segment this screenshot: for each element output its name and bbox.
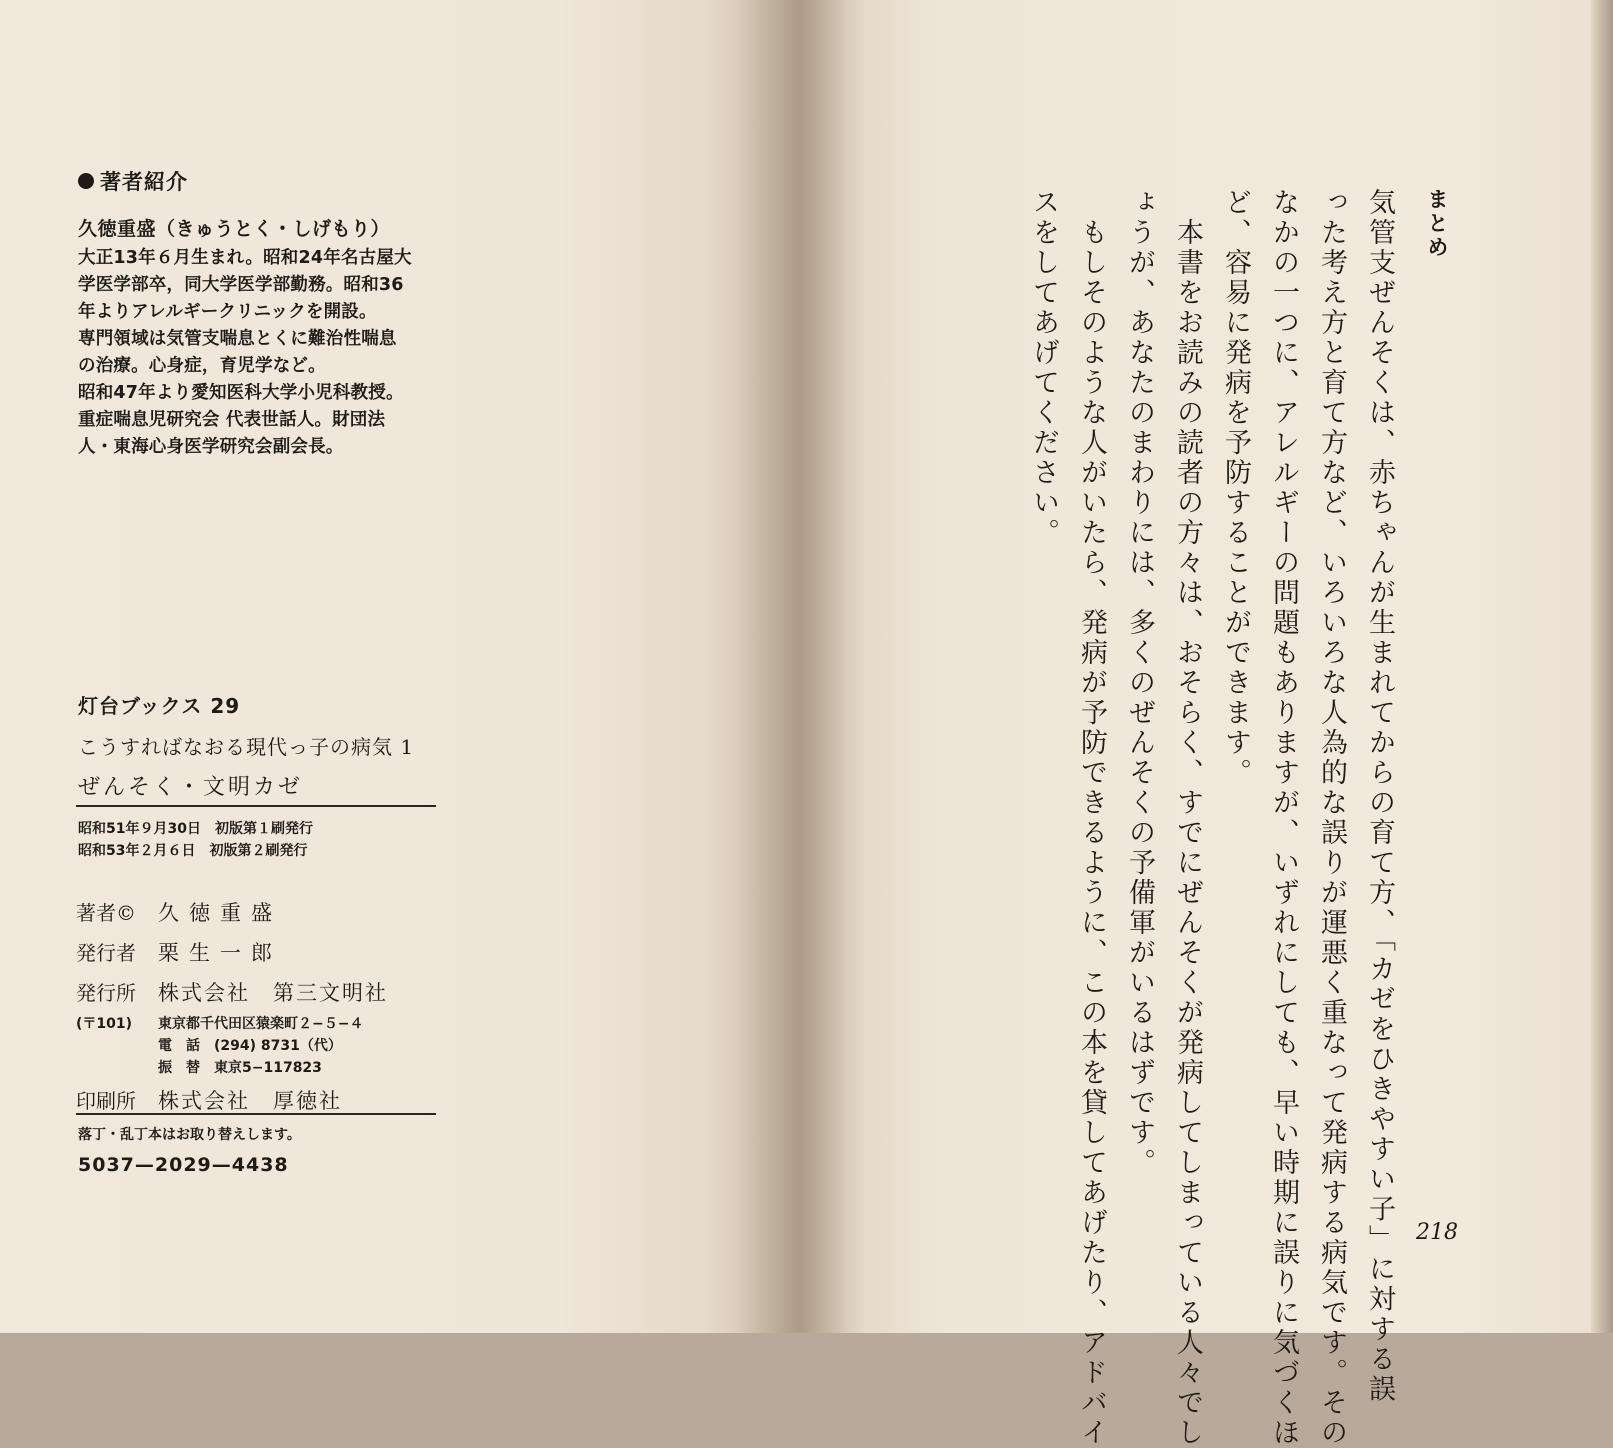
imprint <box>76 897 388 1125</box>
printing-line: 昭和53年２月６日 初版第２刷発行 <box>78 843 308 859</box>
printing-history <box>78 818 313 862</box>
bio-line: 年よりアレルギークリニックを開設。 <box>78 302 377 322</box>
address-line: 東京都千代田区猿楽町２−５−４ <box>158 1016 364 1032</box>
author-intro-heading-text: 著者紹介 <box>100 170 188 194</box>
colophon-title-block <box>78 690 458 801</box>
publisher-value: 栗生一郎 <box>158 941 282 965</box>
divider <box>76 805 436 807</box>
text-column: スをしてあげてください。 <box>1028 188 1059 548</box>
divider <box>76 1113 436 1115</box>
author-row <box>76 897 388 927</box>
transfer-line: 振 替 東京5−117823 <box>158 1060 322 1076</box>
phone-line: 電 話 (294) 8731（代） <box>158 1038 342 1054</box>
book-code: 5037—2029—4438 <box>78 1154 289 1176</box>
author-label: 著者© <box>76 901 136 925</box>
summary-heading: まとめ <box>1425 188 1449 260</box>
text-column: 本書をお読みの読者の方々は、おそらく、すでにぜんそくが発病してしまっている人々でし <box>1172 188 1203 1448</box>
bullet-icon <box>78 173 94 189</box>
replacement-notice: 落丁・乱丁本はお取り替えします。 <box>78 1127 301 1143</box>
bio-line: の治療。心身症，育児学など。 <box>78 356 326 376</box>
printer-row <box>76 1085 388 1115</box>
text-column: った考え方と育て方など、いろいろな人為的な誤りが運悪く重なって発病する病気です。その <box>1316 188 1347 1448</box>
bio-line: 学医学部卒，同大学医学部勤務。昭和36 <box>78 275 404 295</box>
printer-label: 印刷所 <box>76 1089 136 1113</box>
bio-line: 大正13年６月生まれ。昭和24年名古屋大 <box>78 248 412 268</box>
book-title: ぜんそく・文明カゼ <box>78 775 304 800</box>
bio-line: 重症喘息児研究会 代表世話人。財団法 <box>78 410 386 430</box>
page-number: 218 <box>1416 1220 1458 1245</box>
text-column: もしそのような人がいたら、発病が予防できるように、この本を貸してあげたり、アドバイ <box>1076 188 1107 1448</box>
text-column: なかの一つに、アレルギーの問題もありますが、いずれにしても、早い時期に誤りに気づくほ <box>1268 188 1299 1448</box>
publisher-label: 発行者 <box>76 941 136 965</box>
author-intro-heading <box>78 166 458 196</box>
text-column: ょうが、あなたのまわりには、多くのぜんそくの予備軍がいるはずです。 <box>1124 188 1155 1178</box>
printer-value: 株式会社 厚徳社 <box>158 1089 342 1113</box>
publishing-house-row <box>76 977 388 1007</box>
series-name: 灯台ブックス 29 <box>78 694 241 718</box>
publishing-house-value: 株式会社 第三文明社 <box>158 981 388 1005</box>
author-bio <box>78 245 458 461</box>
bio-line: 専門領域は気管支喘息とくに難治性喘息 <box>78 329 397 349</box>
bio-line: 人・東海心身医学研究会副会長。 <box>78 437 344 457</box>
text-column: 気管支ぜんそくは、赤ちゃんが生まれてからの育て方、「カゼをひきやすい子」に対する誤 <box>1364 188 1395 1405</box>
address <box>158 1013 388 1079</box>
author-value: 久徳重盛 <box>158 901 282 925</box>
book-gutter <box>735 0 865 1333</box>
author-name: 久徳重盛（きゅうとく・しげもり） <box>78 218 391 240</box>
page-edge <box>1591 0 1613 1333</box>
address-block <box>76 1013 388 1079</box>
publisher-row <box>76 937 388 967</box>
postal-code: (〒101) <box>76 1016 133 1032</box>
printing-line: 昭和51年９月30日 初版第１刷発行 <box>78 821 313 837</box>
text-column: ど、容易に発病を予防することができます。 <box>1220 188 1251 788</box>
author-intro <box>78 166 458 461</box>
book-subtitle: こうすればなおる現代っ子の病気 1 <box>78 735 415 759</box>
bio-line: 昭和47年より愛知医科大学小児科教授。 <box>78 383 404 403</box>
publishing-house-label: 発行所 <box>76 981 136 1005</box>
